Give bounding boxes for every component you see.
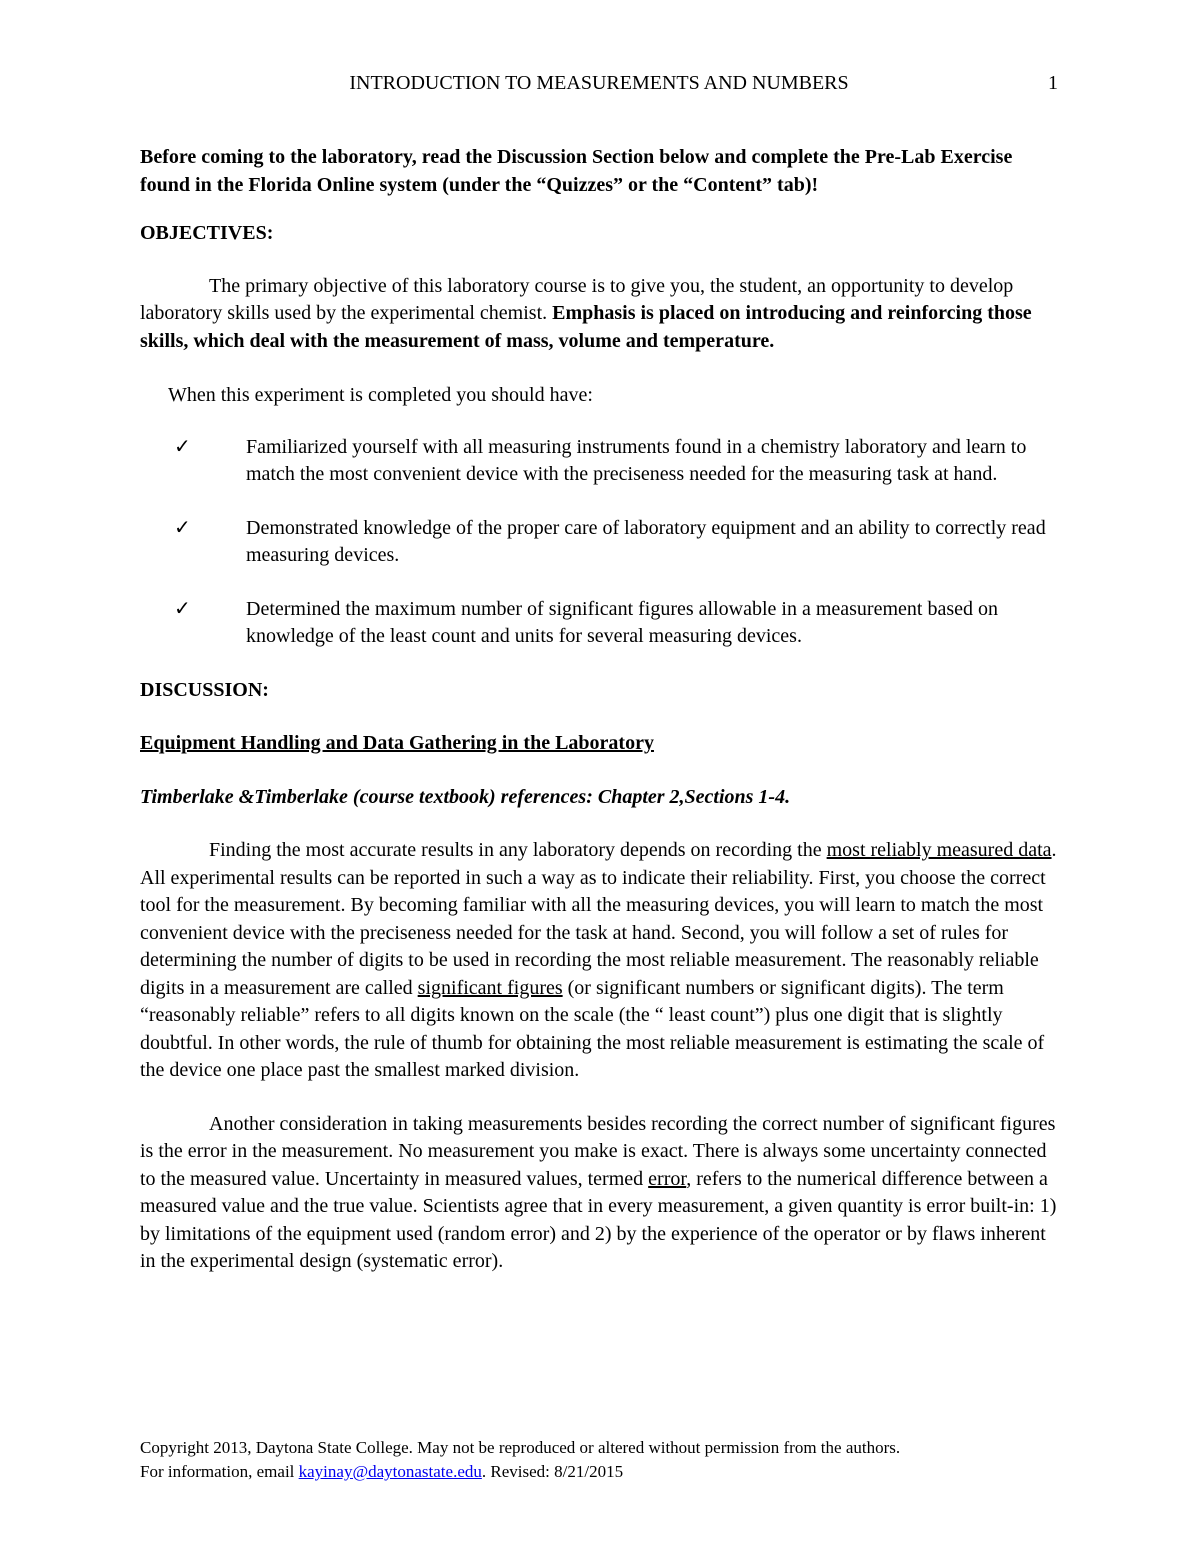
header-title: INTRODUCTION TO MEASUREMENTS AND NUMBERS <box>349 72 849 94</box>
list-item <box>140 515 1058 570</box>
page-header <box>140 72 1058 100</box>
objectives-lead: When this experiment is completed you should have: <box>168 384 593 406</box>
objectives-paragraph-text: The primary objective of this laboratory course is to give you, the student, an opportunity to develop laboratory skills used by the experimental chemist. <box>140 274 1014 324</box>
objectives-heading: OBJECTIVES: <box>140 222 274 244</box>
paragraph-text: Another consideration in taking measurements besides recording the correct number of significant figures is the error in the measurement. No measurement you make is exact. There is always some uncertainty connected to the measured value. Uncertainty in measured values, termed <box>140 1112 1056 1190</box>
document-body <box>140 144 1058 1276</box>
copyright-line: Copyright 2013, Daytona State College. May not be reproduced or altered without permission from the authors. <box>140 1438 901 1457</box>
contact-line <box>140 1460 1058 1484</box>
list-item-text: Demonstrated knowledge of the proper care of laboratory equipment and an ability to correctly read measuring devices. <box>246 516 1046 566</box>
list-item <box>140 596 1058 651</box>
paragraph-text: (or significant numbers or significant digits). The term “reasonably reliable” refers to all digits known on the scale (the “ least count”) plus one digit that is slightly doubtful. In other words, the rule of thumb for obtaining the most reliable measurement is estimating the scale of the device one place past the smallest marked division. <box>140 976 1045 1081</box>
list-item-text: Familiarized yourself with all measuring instruments found in a chemistry laboratory and learn to match the most convenient device with the preciseness needed for the measuring task at hand. <box>246 435 1027 485</box>
paragraph-text: . All experimental results can be reported in such a way as to indicate their reliability. First, you choose the correct tool for the measurement. By becoming familiar with all the measuring devices, you will learn to match the most convenient device with the preciseness needed for the task at hand. Second, you will follow a set of rules for determining the number of digits to be used in recording the most reliable measurement. The reasonably reliable digits in a measurement are called <box>140 839 1057 999</box>
checkmark-icon: ✓ <box>174 516 191 539</box>
checkmark-icon: ✓ <box>174 597 191 620</box>
discussion-paragraph-2 <box>140 1111 1058 1276</box>
discussion-heading: DISCUSSION: <box>140 678 269 701</box>
underlined-term: most reliably measured data <box>826 839 1052 861</box>
objectives-checklist <box>140 434 1058 651</box>
email-link[interactable]: kayinay@daytonastate.edu <box>298 1462 482 1481</box>
underlined-term: error <box>648 1167 687 1190</box>
revised-date: . Revised: 8/21/2015 <box>481 1462 624 1481</box>
paragraph-text: , refers to the numerical difference between a measured value and the true value. Scientists agree that in every measurement, a given quantity is error built-in: 1) by limitations of the equipment used (random error) and 2) by the experience of the operator or by flaws inherent in the experimental design (systematic error). <box>140 1167 1057 1272</box>
objectives-paragraph-emphasis: Emphasis is placed on introducing and reinforcing those skills, which deal with the measurement of mass, volume and temperature. <box>140 302 1032 352</box>
paragraph-text: Finding the most accurate results in any laboratory depends on recording the <box>209 839 827 861</box>
underlined-term: significant figures <box>417 976 563 999</box>
section-subheading: Equipment Handling and Data Gathering in the Laboratory <box>140 732 654 754</box>
page-footer <box>140 1436 1058 1484</box>
prelab-instruction: Before coming to the laboratory, read the Discussion Section below and complete the Pre-Lab Exercise found in the Florida Online system (under the “Quizzes” or the “Content” tab)! <box>140 146 1013 196</box>
contact-text: For information, email <box>140 1462 299 1481</box>
page-number: 1 <box>1048 72 1058 94</box>
objectives-paragraph <box>140 273 1058 356</box>
list-item <box>140 434 1058 489</box>
checkmark-icon: ✓ <box>174 435 191 458</box>
discussion-paragraph-1 <box>140 837 1058 1085</box>
textbook-reference: Timberlake &Timberlake (course textbook) references: Chapter 2,Sections 1-4. <box>140 785 791 808</box>
list-item-text: Determined the maximum number of significant figures allowable in a measurement based on knowledge of the least count and units for several measuring devices. <box>246 597 998 647</box>
